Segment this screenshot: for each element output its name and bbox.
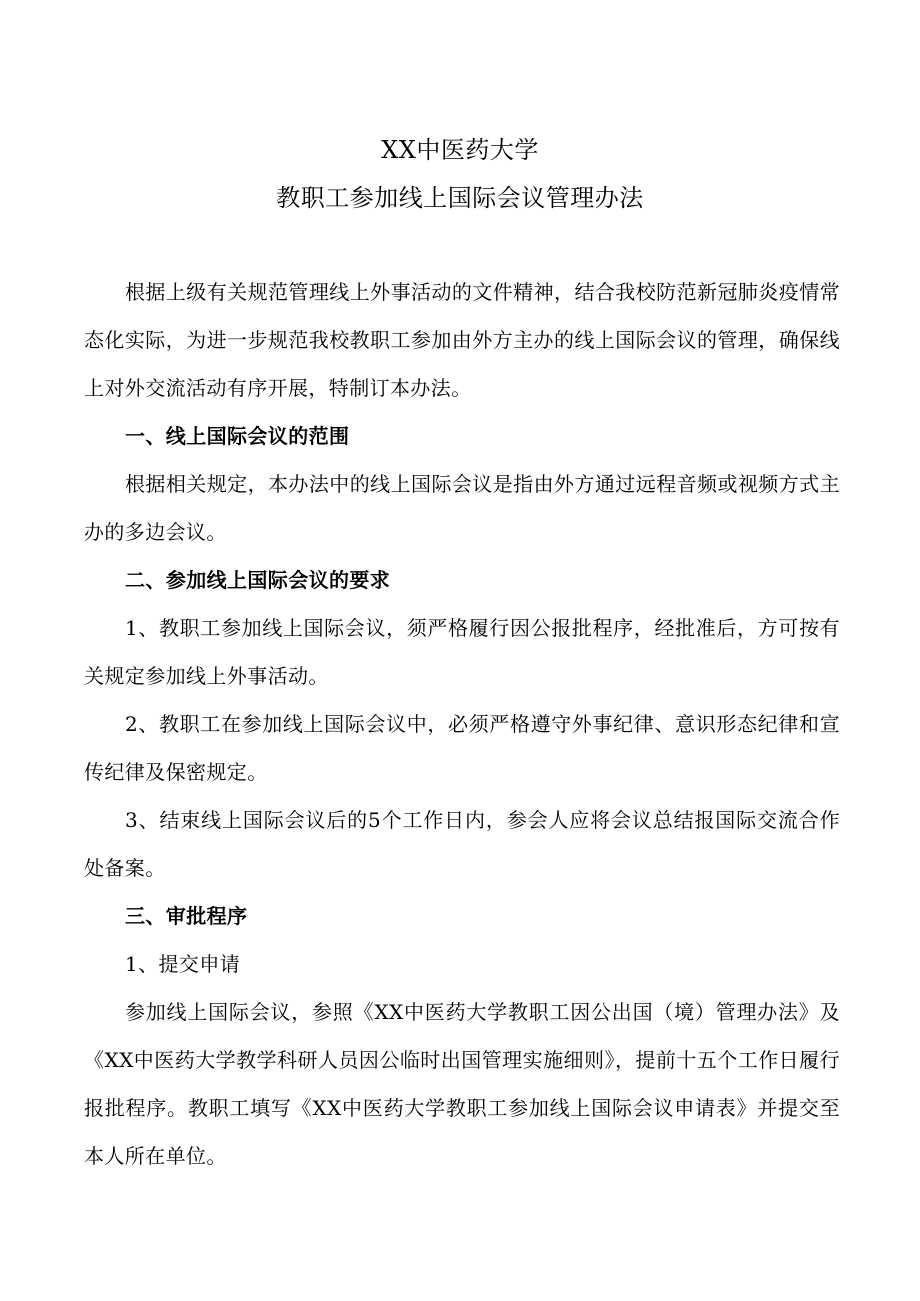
section3-heading: 三、审批程序 bbox=[125, 904, 248, 928]
section2-heading: 二、参加线上国际会议的要求 bbox=[125, 568, 391, 592]
document-body bbox=[84, 268, 840, 1180]
section3-paragraph: 参加线上国际会议，参照《XX中医药大学教职工因公出国（境）管理办法》及《XX中医药大学教学科研人员因公临时出国管理实施细则》，提前十五个工作日履行报批程序。教职工填写《XX中医药大学教职工参加线上国际会议申请表》并提交至本人所在单位。 bbox=[84, 1000, 840, 1168]
document-title-line1: XX中医药大学 bbox=[381, 136, 539, 164]
section2-item2: 2、教职工在参加线上国际会议中，必须严格遵守外事纪律、意识形态纪律和宣传纪律及保密规定。 bbox=[84, 712, 840, 784]
section2-item3: 3、结束线上国际会议后的5个工作日内，参会人应将会议总结报国际交流合作处备案。 bbox=[84, 808, 840, 880]
intro-paragraph: 根据上级有关规范管理线上外事活动的文件精神，结合我校防范新冠肺炎疫情常态化实际，为进一步规范我校教职工参加由外方主办的线上国际会议的管理，确保线上对外交流活动有序开展，特制订本办法。 bbox=[84, 280, 840, 400]
section1-heading: 一、线上国际会议的范围 bbox=[125, 424, 350, 448]
section1-paragraph: 根据相关规定，本办法中的线上国际会议是指由外方通过远程音频或视频方式主办的多边会议。 bbox=[84, 472, 840, 544]
document-title-line2: 教职工参加线上国际会议管理办法 bbox=[276, 184, 644, 212]
section3-subheading: 1、提交申请 bbox=[125, 952, 241, 976]
section2-item1: 1、教职工参加线上国际会议，须严格履行因公报批程序，经批准后，方可按有关规定参加线上外事活动。 bbox=[84, 616, 840, 688]
